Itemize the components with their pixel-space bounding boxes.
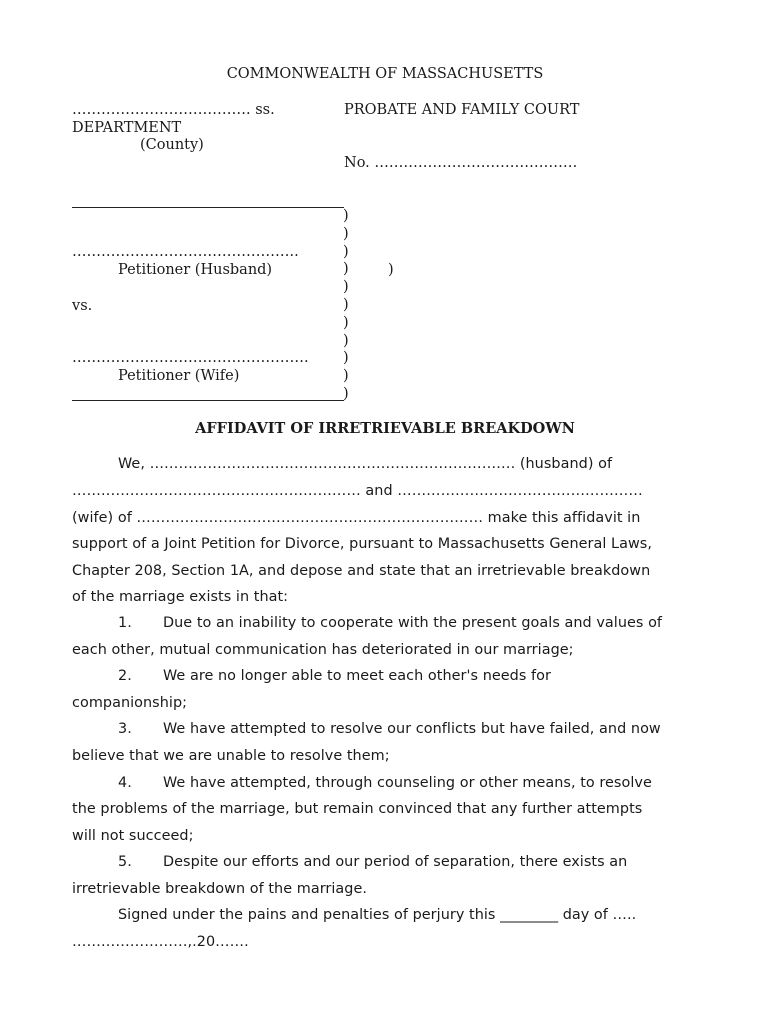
husband-name-line: ……………………………………….. [72,244,299,260]
body-line: of the marriage exists in that: [72,589,289,605]
item-number: 4. [118,775,132,791]
body-line: …………………………………………………… and …………………………………………… [72,483,643,499]
item-text: We are no longer able to meet each other's needs for [163,668,551,684]
paren: ) [343,225,349,242]
body-line: (wife) of ……………………………………………………………… make this affidavit in [72,510,641,526]
paren: ) [343,279,349,296]
item-text: Despite our efforts and our period of separation, there exists an [163,854,628,870]
ss-line: ………………………………. ss. [72,102,275,118]
county-label: (County) [140,137,204,153]
paren: ) [343,296,349,313]
body-line: companionship; [72,695,188,711]
body-line: will not succeed; [72,828,194,844]
caption-paren-column [343,208,355,404]
wife-name-line: …………………………………………. [72,350,309,366]
date-line: ……………………,.20……. [72,934,249,950]
body-line: the problems of the marriage, but remain convinced that any further attempts [72,801,643,817]
list-item-3 [118,721,661,737]
caption-bottom-rule [72,400,344,401]
body-line: Chapter 208, Section 1A, and depose and state that an irretrievable breakdown [72,563,651,579]
paren: ) [343,350,349,367]
list-item-5 [118,854,627,870]
commonwealth-heading: COMMONWEALTH OF MASSACHUSETTS [226,66,544,82]
case-number-line: No. …………………………………… [344,155,578,171]
paren: ) [343,368,349,385]
caption-top-rule [72,207,344,208]
body-line: irretrievable breakdown of the marriage. [72,881,367,897]
list-item-1 [118,615,662,631]
list-item-2 [118,668,551,684]
paren: ) [343,385,349,402]
item-number: 1. [118,615,132,631]
body-line: each other, mutual communication has deteriorated in our marriage; [72,642,574,658]
item-number: 5. [118,854,132,870]
body-line: We, …………………………………………………………………. (husband) of [118,456,613,472]
stray-paren: ) [388,262,394,278]
item-text: We have attempted to resolve our conflicts but have failed, and now [163,721,661,737]
wife-label: Petitioner (Wife) [118,368,240,384]
paren: ) [343,243,349,260]
item-text: Due to an inability to cooperate with the present goals and values of [163,615,663,631]
paren: ) [343,208,349,224]
court-name: PROBATE AND FAMILY COURT [344,102,580,118]
paren: ) [343,332,349,349]
paren: ) [343,261,349,278]
item-number: 2. [118,668,132,684]
vs-label: vs. [72,298,93,314]
item-text: We have attempted, through counseling or other means, to resolve [163,775,652,791]
signature-line: Signed under the pains and penalties of perjury this ________ day of ….. [118,907,637,923]
paren: ) [343,314,349,331]
document-title: AFFIDAVIT OF IRRETRIEVABLE BREAKDOWN [195,420,575,437]
list-item-4 [118,775,652,791]
item-number: 3. [118,721,132,737]
department-label: DEPARTMENT [72,120,182,136]
body-line: believe that we are unable to resolve them; [72,748,390,764]
body-line: support of a Joint Petition for Divorce, pursuant to Massachusetts General Laws, [72,536,652,552]
husband-label: Petitioner (Husband) [118,262,273,278]
